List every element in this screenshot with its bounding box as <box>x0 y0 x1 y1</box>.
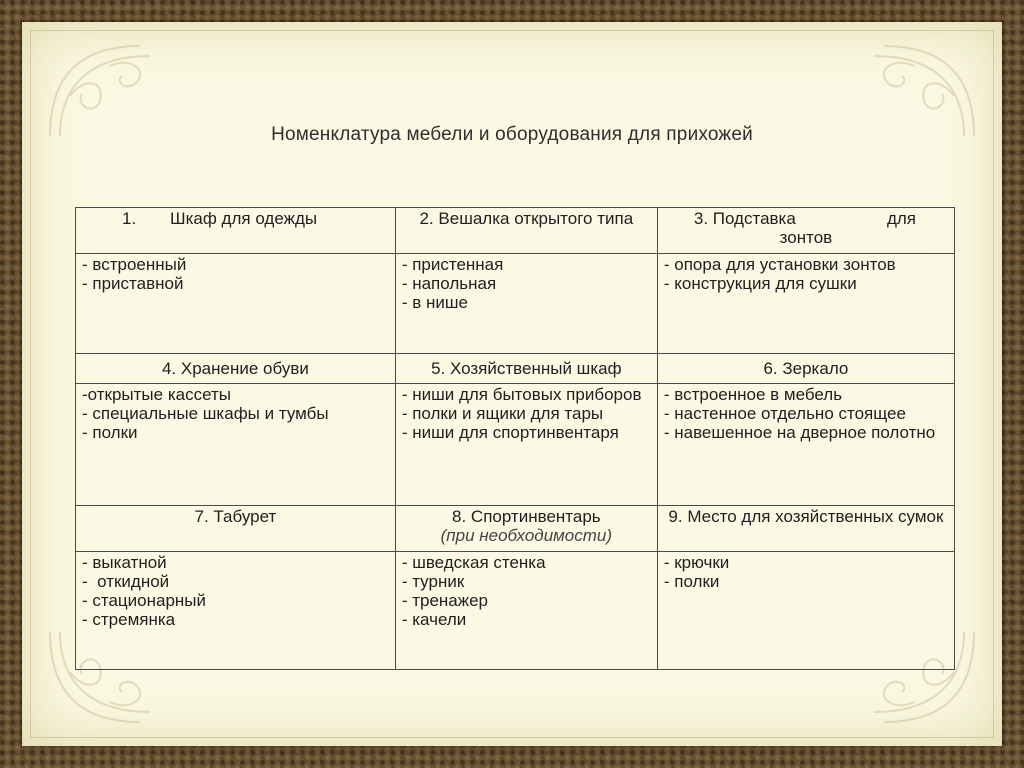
header-label: 7. Табурет <box>194 507 277 526</box>
list-item: - турник <box>401 572 465 591</box>
nomenclature-table <box>75 207 955 670</box>
header-label: 5. Хозяйственный шкаф <box>431 359 622 378</box>
list-item: - ниши для бытовых приборов <box>401 385 642 404</box>
list-item: - конструкция для сушки <box>663 274 857 293</box>
header-sublabel: (при необходимости) <box>440 526 613 545</box>
header-label: 4. Хранение обуви <box>161 359 309 378</box>
page-title: Номенклатура мебели и оборудования для прихожей <box>271 124 753 145</box>
list-item: - опора для установки зонтов <box>663 255 896 274</box>
item-number: 1. <box>122 209 137 228</box>
header-label: для <box>886 209 916 228</box>
list-item: - пристенная <box>401 255 504 274</box>
table-cell <box>657 552 954 670</box>
list-item: - приставной <box>82 274 184 293</box>
list-item: - крючки <box>663 553 730 572</box>
list-item: - полки <box>663 572 720 591</box>
table-cell <box>657 254 954 354</box>
list-item: - выкатной <box>82 553 167 572</box>
list-item: - встроенное в мебель <box>663 385 843 404</box>
table-cell <box>76 384 396 506</box>
header-label: 2. Вешалка открытого типа <box>419 209 634 228</box>
list-item: - ниши для спортинвентаря <box>401 423 619 442</box>
table-header-row <box>76 208 955 254</box>
header-label: 8. Спортинвентарь <box>452 507 601 526</box>
table-header-cell <box>657 208 954 254</box>
header-label: зонтов <box>779 228 833 247</box>
table-row <box>76 254 955 354</box>
table-header-cell <box>395 208 657 254</box>
table-cell <box>657 384 954 506</box>
table-header-row <box>76 354 955 384</box>
table-row <box>76 552 955 670</box>
list-item: - настенное отдельно стоящее <box>663 404 906 423</box>
table-header-cell <box>395 506 657 552</box>
table-header-cell <box>657 354 954 384</box>
table-cell <box>395 384 657 506</box>
list-item: - специальные шкафы и тумбы <box>82 404 329 423</box>
list-item: - откидной <box>82 572 170 591</box>
table-header-cell <box>76 506 396 552</box>
table-header-cell <box>657 506 954 552</box>
list-item: - полки и ящики для тары <box>401 404 604 423</box>
header-label: 9. Место для хозяйственных сумок <box>668 507 944 526</box>
table-cell <box>76 254 396 354</box>
list-item: - стремянка <box>82 610 176 629</box>
list-item: - шведская стенка <box>401 553 546 572</box>
table-cell <box>395 254 657 354</box>
list-item: - полки <box>82 423 138 442</box>
table-cell <box>76 552 396 670</box>
table-header-cell <box>76 208 396 254</box>
header-label: 6. Зеркало <box>763 359 849 378</box>
header-label: 3. Подставка <box>693 209 796 228</box>
list-item: - в нише <box>401 293 468 312</box>
list-item: - навешенное на дверное полотно <box>663 423 936 442</box>
header-label: Шкаф для одежды <box>170 209 318 228</box>
table-row <box>76 384 955 506</box>
table-header-cell <box>76 354 396 384</box>
list-item: - встроенный <box>82 255 187 274</box>
list-item: - тренажер <box>401 591 489 610</box>
list-item: -открытые кассеты <box>82 385 231 404</box>
table-header-cell <box>395 354 657 384</box>
table-cell <box>395 552 657 670</box>
list-item: - стационарный <box>82 591 207 610</box>
list-item: - качели <box>401 610 467 629</box>
table-header-row <box>76 506 955 552</box>
list-item: - напольная <box>401 274 497 293</box>
